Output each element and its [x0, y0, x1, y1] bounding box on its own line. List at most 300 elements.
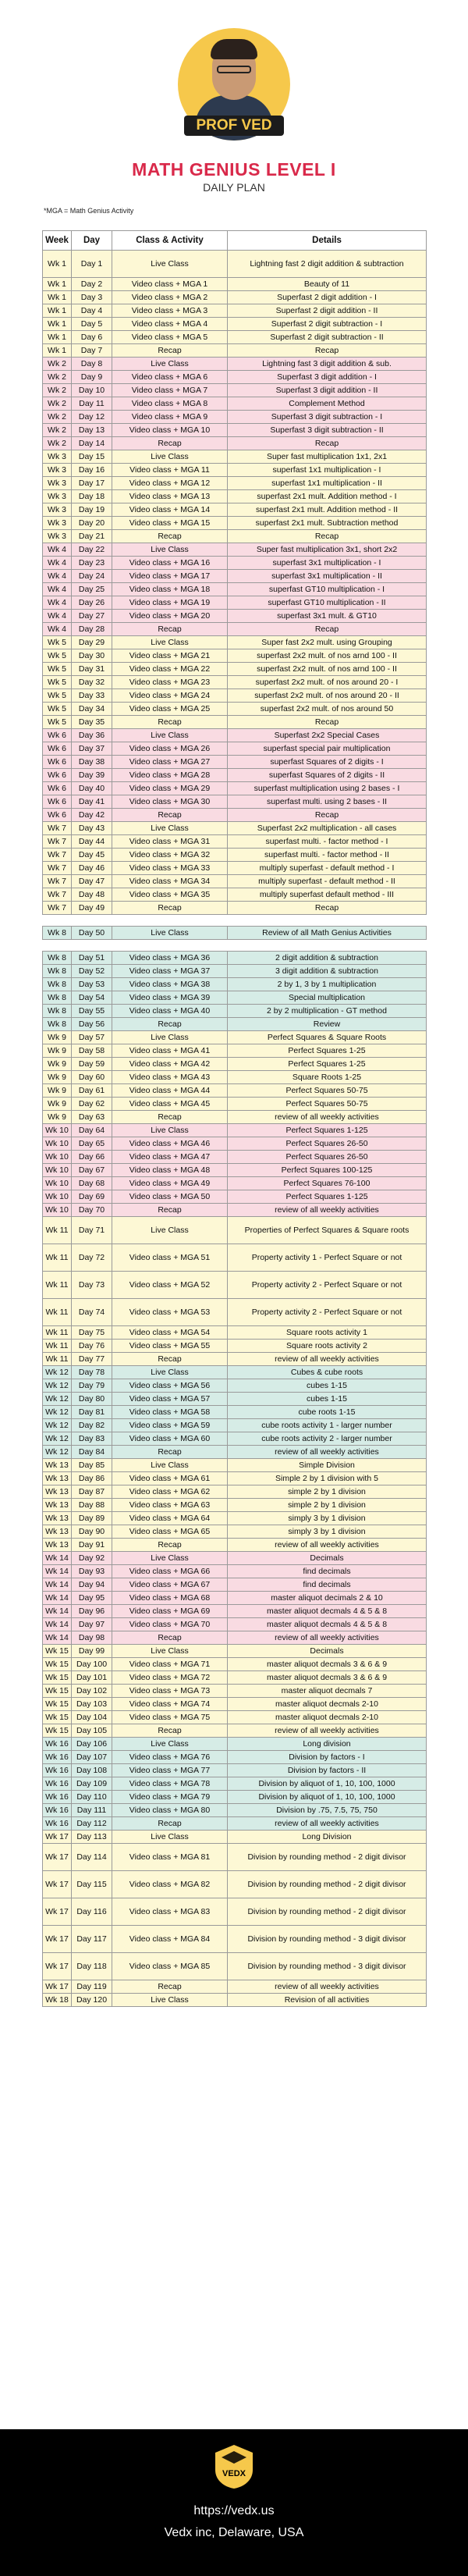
- week-cell: Wk 6: [43, 809, 72, 822]
- details-cell: find decimals: [228, 1578, 427, 1592]
- details-cell: superfast multi. - factor method - II: [228, 849, 427, 862]
- table-row: [43, 358, 427, 371]
- table-row: [43, 769, 427, 782]
- day-cell: Day 98: [72, 1631, 112, 1645]
- details-cell: review of all weekly activities: [228, 1446, 427, 1459]
- day-cell: Day 102: [72, 1685, 112, 1698]
- week-cell: Wk 12: [43, 1366, 72, 1379]
- week-cell: Wk 8: [43, 965, 72, 978]
- mga-footnote: *MGA = Math Genius Activity: [44, 207, 134, 215]
- class-activity-cell: Video class + MGA 19: [112, 596, 228, 610]
- table-spacer-row: [43, 940, 427, 952]
- table-row: [43, 1671, 427, 1685]
- table-row: [43, 557, 427, 570]
- details-cell: Recap: [228, 530, 427, 543]
- details-cell: Superfast 3 digit addition - I: [228, 371, 427, 384]
- details-cell: Square roots activity 1: [228, 1326, 427, 1340]
- table-row: [43, 1926, 427, 1953]
- table-row: [43, 795, 427, 809]
- week-cell: Wk 18: [43, 1994, 72, 2007]
- details-cell: Super fast multiplication 3x1, short 2x2: [228, 543, 427, 557]
- vedx-logo-icon: [214, 2443, 254, 2490]
- avatar-glasses: [217, 66, 251, 73]
- table-row: [43, 1446, 427, 1459]
- week-cell: Wk 2: [43, 411, 72, 424]
- week-cell: Wk 15: [43, 1724, 72, 1738]
- details-cell: superfast 3x1 multiplication - II: [228, 570, 427, 583]
- details-cell: Square roots activity 2: [228, 1340, 427, 1353]
- table-row: [43, 1592, 427, 1605]
- table-header-row: [43, 231, 427, 251]
- table-row: [43, 1980, 427, 1994]
- week-cell: Wk 10: [43, 1204, 72, 1217]
- class-activity-cell: Recap: [112, 1018, 228, 1031]
- table-row: [43, 437, 427, 450]
- table-spacer-row: [43, 915, 427, 927]
- table-row: [43, 543, 427, 557]
- details-cell: Review of all Math Genius Activities: [228, 927, 427, 940]
- details-cell: Superfast 2x2 multiplication - all cases: [228, 822, 427, 835]
- day-cell: Day 100: [72, 1658, 112, 1671]
- table-row: [43, 1578, 427, 1592]
- day-cell: Day 25: [72, 583, 112, 596]
- week-cell: Wk 11: [43, 1340, 72, 1353]
- table-row: [43, 1817, 427, 1831]
- class-activity-cell: Live Class: [112, 822, 228, 835]
- class-activity-cell: Recap: [112, 437, 228, 450]
- day-cell: Day 89: [72, 1512, 112, 1525]
- avatar-hair: [211, 39, 257, 59]
- column-header-week: Week: [43, 231, 72, 251]
- week-cell: Wk 8: [43, 952, 72, 965]
- day-cell: Day 60: [72, 1071, 112, 1084]
- table-row: [43, 782, 427, 795]
- details-cell: Superfast 2 digit addition - I: [228, 291, 427, 304]
- day-cell: Day 72: [72, 1244, 112, 1272]
- table-row: [43, 464, 427, 477]
- day-cell: Day 42: [72, 809, 112, 822]
- day-cell: Day 113: [72, 1831, 112, 1844]
- day-cell: Day 70: [72, 1204, 112, 1217]
- class-activity-cell: Video class + MGA 82: [112, 1871, 228, 1898]
- table-row: [43, 849, 427, 862]
- class-activity-cell: Recap: [112, 1111, 228, 1124]
- class-activity-cell: Video class + MGA 50: [112, 1190, 228, 1204]
- week-cell: Wk 10: [43, 1137, 72, 1151]
- table-row: [43, 1698, 427, 1711]
- table-row: [43, 1058, 427, 1071]
- day-cell: Day 82: [72, 1419, 112, 1432]
- table-row: [43, 278, 427, 291]
- week-cell: Wk 4: [43, 596, 72, 610]
- week-cell: Wk 5: [43, 663, 72, 676]
- table-row: [43, 636, 427, 649]
- class-activity-cell: Live Class: [112, 1124, 228, 1137]
- details-cell: Super fast multiplication 1x1, 2x1: [228, 450, 427, 464]
- day-cell: Day 96: [72, 1605, 112, 1618]
- class-activity-cell: Video class + MGA 42: [112, 1058, 228, 1071]
- week-cell: Wk 14: [43, 1631, 72, 1645]
- day-cell: Day 29: [72, 636, 112, 649]
- details-cell: review of all weekly activities: [228, 1204, 427, 1217]
- details-cell: Division by aliquot of 1, 10, 100, 1000: [228, 1777, 427, 1791]
- week-cell: Wk 5: [43, 716, 72, 729]
- class-activity-cell: Video class + MGA 13: [112, 490, 228, 503]
- table-row: [43, 991, 427, 1005]
- table-row: [43, 927, 427, 940]
- class-activity-cell: Video class + MGA 5: [112, 331, 228, 344]
- details-cell: Superfast 2 digit subtraction - II: [228, 331, 427, 344]
- table-row: [43, 1340, 427, 1353]
- class-activity-cell: Recap: [112, 1204, 228, 1217]
- day-cell: Day 109: [72, 1777, 112, 1791]
- week-cell: Wk 13: [43, 1472, 72, 1485]
- week-cell: Wk 3: [43, 450, 72, 464]
- class-activity-cell: Video class + MGA 44: [112, 1084, 228, 1098]
- table-row: [43, 716, 427, 729]
- week-cell: Wk 16: [43, 1791, 72, 1804]
- week-cell: Wk 16: [43, 1738, 72, 1751]
- week-cell: Wk 14: [43, 1592, 72, 1605]
- details-cell: master aliquot decmals 3 & 6 & 9: [228, 1658, 427, 1671]
- details-cell: Superfast 2 digit addition - II: [228, 304, 427, 318]
- table-row: [43, 1151, 427, 1164]
- class-activity-cell: Video class + MGA 76: [112, 1751, 228, 1764]
- table-row: [43, 1777, 427, 1791]
- details-cell: Division by .75, 7.5, 75, 750: [228, 1804, 427, 1817]
- day-cell: Day 2: [72, 278, 112, 291]
- day-cell: Day 28: [72, 623, 112, 636]
- day-cell: Day 104: [72, 1711, 112, 1724]
- day-cell: Day 24: [72, 570, 112, 583]
- day-cell: Day 41: [72, 795, 112, 809]
- class-activity-cell: Live Class: [112, 450, 228, 464]
- details-cell: superfast 2x1 mult. Addition method - I: [228, 490, 427, 503]
- week-cell: Wk 2: [43, 384, 72, 397]
- class-activity-cell: Video class + MGA 57: [112, 1393, 228, 1406]
- table-row: [43, 623, 427, 636]
- table-row: [43, 304, 427, 318]
- class-activity-cell: Video class + MGA 75: [112, 1711, 228, 1724]
- details-cell: superfast 1x1 multiplication - I: [228, 464, 427, 477]
- footer-url-link[interactable]: https://vedx.us: [193, 2504, 275, 2517]
- class-activity-cell: Video class + MGA 51: [112, 1244, 228, 1272]
- details-cell: Superfast 3 digit subtraction - I: [228, 411, 427, 424]
- day-cell: Day 99: [72, 1645, 112, 1658]
- details-cell: Division by aliquot of 1, 10, 100, 1000: [228, 1791, 427, 1804]
- table-row: [43, 663, 427, 676]
- table-row: [43, 1565, 427, 1578]
- class-activity-cell: Video class + MGA 32: [112, 849, 228, 862]
- details-cell: Property activity 1 - Perfect Square or not: [228, 1244, 427, 1272]
- week-cell: Wk 2: [43, 424, 72, 437]
- day-cell: Day 77: [72, 1353, 112, 1366]
- class-activity-cell: Video class + MGA 71: [112, 1658, 228, 1671]
- class-activity-cell: Video class + MGA 24: [112, 689, 228, 703]
- details-cell: multiply superfast default method - III: [228, 888, 427, 902]
- table-row: [43, 1299, 427, 1326]
- details-cell: superfast GT10 multiplication - I: [228, 583, 427, 596]
- day-cell: Day 114: [72, 1844, 112, 1871]
- day-cell: Day 23: [72, 557, 112, 570]
- class-activity-cell: Live Class: [112, 1366, 228, 1379]
- class-activity-cell: Video class + MGA 7: [112, 384, 228, 397]
- details-cell: Perfect Squares 50-75: [228, 1084, 427, 1098]
- details-cell: Recap: [228, 809, 427, 822]
- day-cell: Day 34: [72, 703, 112, 716]
- class-activity-cell: Video class + MGA 65: [112, 1525, 228, 1539]
- table-row: [43, 530, 427, 543]
- day-cell: Day 103: [72, 1698, 112, 1711]
- details-cell: Decimals: [228, 1645, 427, 1658]
- table-row: [43, 1791, 427, 1804]
- class-activity-cell: Recap: [112, 1539, 228, 1552]
- table-row: [43, 583, 427, 596]
- table-row: [43, 1831, 427, 1844]
- details-cell: master aliquot decimals 2 & 10: [228, 1592, 427, 1605]
- class-activity-cell: Video class + MGA 84: [112, 1926, 228, 1953]
- table-row: [43, 318, 427, 331]
- week-cell: Wk 12: [43, 1446, 72, 1459]
- details-cell: Perfect Squares 26-50: [228, 1151, 427, 1164]
- class-activity-cell: Recap: [112, 809, 228, 822]
- class-activity-cell: Video class + MGA 6: [112, 371, 228, 384]
- class-activity-cell: Video class + MGA 26: [112, 742, 228, 756]
- class-activity-cell: Video class + MGA 83: [112, 1898, 228, 1926]
- day-cell: Day 107: [72, 1751, 112, 1764]
- table-row: [43, 1711, 427, 1724]
- week-cell: Wk 3: [43, 477, 72, 490]
- class-activity-cell: Video class + MGA 22: [112, 663, 228, 676]
- table-row: [43, 1190, 427, 1204]
- week-cell: Wk 9: [43, 1071, 72, 1084]
- week-cell: Wk 3: [43, 490, 72, 503]
- details-cell: master aliquot decmals 2-10: [228, 1698, 427, 1711]
- week-cell: Wk 15: [43, 1685, 72, 1698]
- day-cell: Day 5: [72, 318, 112, 331]
- week-cell: Wk 7: [43, 862, 72, 875]
- table-row: [43, 570, 427, 583]
- day-cell: Day 59: [72, 1058, 112, 1071]
- details-cell: find decimals: [228, 1565, 427, 1578]
- class-activity-cell: Video class + MGA 28: [112, 769, 228, 782]
- week-cell: Wk 13: [43, 1459, 72, 1472]
- day-cell: Day 73: [72, 1272, 112, 1299]
- week-cell: Wk 17: [43, 1926, 72, 1953]
- table-row: [43, 1605, 427, 1618]
- week-cell: Wk 1: [43, 291, 72, 304]
- details-cell: simple 2 by 1 division: [228, 1499, 427, 1512]
- week-cell: Wk 4: [43, 583, 72, 596]
- class-activity-cell: Live Class: [112, 636, 228, 649]
- week-cell: Wk 16: [43, 1777, 72, 1791]
- details-cell: Properties of Perfect Squares & Square roots: [228, 1217, 427, 1244]
- table-row: [43, 1111, 427, 1124]
- table-row: [43, 742, 427, 756]
- table-row: [43, 689, 427, 703]
- class-activity-cell: Live Class: [112, 1738, 228, 1751]
- spacer-cell: [43, 940, 427, 952]
- day-cell: Day 6: [72, 331, 112, 344]
- week-cell: Wk 14: [43, 1552, 72, 1565]
- class-activity-cell: Video class + MGA 16: [112, 557, 228, 570]
- details-cell: Long division: [228, 1738, 427, 1751]
- week-cell: Wk 15: [43, 1671, 72, 1685]
- table-row: [43, 1512, 427, 1525]
- class-activity-cell: Recap: [112, 716, 228, 729]
- details-cell: Division by factors - I: [228, 1751, 427, 1764]
- week-cell: Wk 11: [43, 1353, 72, 1366]
- day-cell: Day 4: [72, 304, 112, 318]
- class-activity-cell: Live Class: [112, 1217, 228, 1244]
- table-row: [43, 1499, 427, 1512]
- class-activity-cell: Video class + MGA 38: [112, 978, 228, 991]
- class-activity-cell: Video class + MGA 20: [112, 610, 228, 623]
- table-row: [43, 490, 427, 503]
- day-cell: Day 14: [72, 437, 112, 450]
- class-activity-cell: Video class + MGA 12: [112, 477, 228, 490]
- table-row: [43, 1552, 427, 1565]
- day-cell: Day 88: [72, 1499, 112, 1512]
- week-cell: Wk 15: [43, 1658, 72, 1671]
- table-row: [43, 1432, 427, 1446]
- table-row: [43, 371, 427, 384]
- week-cell: Wk 17: [43, 1953, 72, 1980]
- class-activity-cell: Video class + MGA 43: [112, 1071, 228, 1084]
- class-activity-cell: Live Class: [112, 1645, 228, 1658]
- day-cell: Day 12: [72, 411, 112, 424]
- day-cell: Day 51: [72, 952, 112, 965]
- week-cell: Wk 8: [43, 991, 72, 1005]
- week-cell: Wk 11: [43, 1217, 72, 1244]
- details-cell: Long Division: [228, 1831, 427, 1844]
- day-cell: Day 112: [72, 1817, 112, 1831]
- class-activity-cell: Video class + MGA 69: [112, 1605, 228, 1618]
- details-cell: Review: [228, 1018, 427, 1031]
- day-cell: Day 46: [72, 862, 112, 875]
- class-activity-cell: Video class + MGA 33: [112, 862, 228, 875]
- day-cell: Day 7: [72, 344, 112, 358]
- day-cell: Day 87: [72, 1485, 112, 1499]
- details-cell: cube roots 1-15: [228, 1406, 427, 1419]
- table-row: [43, 875, 427, 888]
- table-row: [43, 862, 427, 875]
- class-activity-cell: Live Class: [112, 1831, 228, 1844]
- class-activity-cell: Live Class: [112, 1031, 228, 1044]
- week-cell: Wk 10: [43, 1164, 72, 1177]
- day-cell: Day 94: [72, 1578, 112, 1592]
- table-row: [43, 1366, 427, 1379]
- week-cell: Wk 9: [43, 1058, 72, 1071]
- week-cell: Wk 10: [43, 1190, 72, 1204]
- table-row: [43, 809, 427, 822]
- week-cell: Wk 2: [43, 437, 72, 450]
- week-cell: Wk 10: [43, 1124, 72, 1137]
- daily-plan-table: [42, 230, 427, 2007]
- week-cell: Wk 10: [43, 1151, 72, 1164]
- details-cell: simply 3 by 1 division: [228, 1525, 427, 1539]
- details-cell: superfast 3x1 mult. & GT10: [228, 610, 427, 623]
- table-row: [43, 1525, 427, 1539]
- table-row: [43, 1898, 427, 1926]
- class-activity-cell: Live Class: [112, 1459, 228, 1472]
- table-row: [43, 1164, 427, 1177]
- week-cell: Wk 16: [43, 1751, 72, 1764]
- day-cell: Day 85: [72, 1459, 112, 1472]
- day-cell: Day 19: [72, 503, 112, 517]
- details-cell: Superfast 2 digit subtraction - I: [228, 318, 427, 331]
- day-cell: Day 119: [72, 1980, 112, 1994]
- day-cell: Day 116: [72, 1898, 112, 1926]
- details-cell: Simple 2 by 1 division with 5: [228, 1472, 427, 1485]
- day-cell: Day 110: [72, 1791, 112, 1804]
- details-cell: simply 3 by 1 division: [228, 1512, 427, 1525]
- week-cell: Wk 4: [43, 623, 72, 636]
- table-row: [43, 344, 427, 358]
- details-cell: superfast multi. - factor method - I: [228, 835, 427, 849]
- week-cell: Wk 16: [43, 1804, 72, 1817]
- week-cell: Wk 14: [43, 1565, 72, 1578]
- week-cell: Wk 13: [43, 1539, 72, 1552]
- table-row: [43, 610, 427, 623]
- day-cell: Day 65: [72, 1137, 112, 1151]
- day-cell: Day 16: [72, 464, 112, 477]
- table-row: [43, 1658, 427, 1671]
- class-activity-cell: Video class + MGA 46: [112, 1137, 228, 1151]
- page-title: MATH GENIUS LEVEL I: [132, 159, 336, 180]
- table-row: [43, 1685, 427, 1698]
- day-cell: Day 8: [72, 358, 112, 371]
- details-cell: Division by rounding method - 2 digit divisor: [228, 1871, 427, 1898]
- day-cell: Day 90: [72, 1525, 112, 1539]
- details-cell: Division by rounding method - 2 digit divisor: [228, 1844, 427, 1871]
- day-cell: Day 22: [72, 543, 112, 557]
- details-cell: multiply superfast - default method - II: [228, 875, 427, 888]
- details-cell: superfast Squares of 2 digits - II: [228, 769, 427, 782]
- class-activity-cell: Video class + MGA 70: [112, 1618, 228, 1631]
- details-cell: cube roots activity 2 - larger number: [228, 1432, 427, 1446]
- class-activity-cell: Video class + MGA 9: [112, 411, 228, 424]
- week-cell: Wk 14: [43, 1618, 72, 1631]
- class-activity-cell: Video class + MGA 25: [112, 703, 228, 716]
- day-cell: Day 3: [72, 291, 112, 304]
- week-cell: Wk 16: [43, 1817, 72, 1831]
- week-cell: Wk 8: [43, 1018, 72, 1031]
- week-cell: Wk 17: [43, 1844, 72, 1871]
- class-activity-cell: Video class + MGA 23: [112, 676, 228, 689]
- week-cell: Wk 5: [43, 676, 72, 689]
- table-row: [43, 1071, 427, 1084]
- table-row: [43, 965, 427, 978]
- details-cell: Cubes & cube roots: [228, 1366, 427, 1379]
- week-cell: Wk 14: [43, 1578, 72, 1592]
- day-cell: Day 18: [72, 490, 112, 503]
- day-cell: Day 27: [72, 610, 112, 623]
- table-row: [43, 596, 427, 610]
- details-cell: Recap: [228, 902, 427, 915]
- class-activity-cell: Video class + MGA 58: [112, 1406, 228, 1419]
- class-activity-cell: Video class + MGA 68: [112, 1592, 228, 1605]
- details-cell: superfast GT10 multiplication - II: [228, 596, 427, 610]
- day-cell: Day 53: [72, 978, 112, 991]
- day-cell: Day 43: [72, 822, 112, 835]
- week-cell: Wk 6: [43, 729, 72, 742]
- details-cell: Perfect Squares 100-125: [228, 1164, 427, 1177]
- class-activity-cell: Recap: [112, 1980, 228, 1994]
- week-cell: Wk 7: [43, 888, 72, 902]
- week-cell: Wk 16: [43, 1764, 72, 1777]
- details-cell: superfast multiplication using 2 bases - I: [228, 782, 427, 795]
